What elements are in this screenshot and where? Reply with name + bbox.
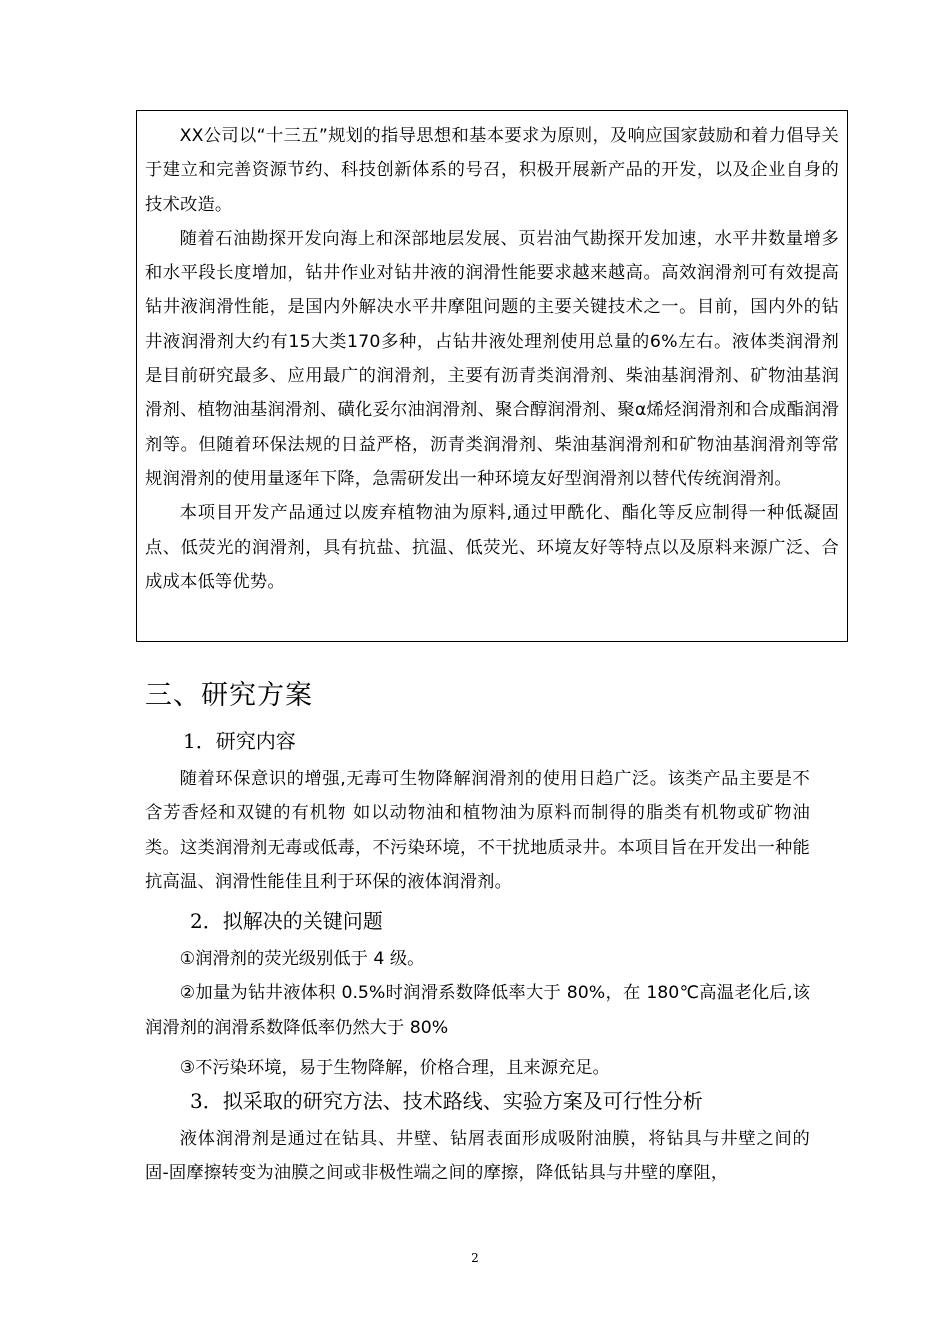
methods-text: 液体润滑剂是通过在钻具、井壁、钻屑表面形成吸附油膜，将钻具与井壁之间的固-固摩擦转变为油膜之间或非极性端之间的摩擦，降低钻具与井壁的摩阻， — [145, 1129, 810, 1184]
subsection-2-heading: 2．拟解决的关键问题 — [190, 909, 383, 933]
section-3-heading: 三、研究方案 — [145, 680, 313, 711]
key-problems-list — [145, 942, 810, 1085]
key-problem-2: ②加量为钻井液体积 0.5%时润滑系数降低率大于 80%，在 180℃高温老化后,该润滑剂的润滑系数降低率仍然大于 80% — [145, 983, 810, 1038]
research-content-text: 随着环保意识的增强,无毒可生物降解润滑剂的使用日趋广泛。该类产品主要是不含芳香烃和双键的有机物 如以动物油和植物油为原料而制得的脂类有机物或矿物油类。这类润滑剂无毒或低毒，不污染环境，不干扰地质录井。本项目旨在开发出一种能抗高温、润滑性能佳且利于环保的液体润滑剂。 — [145, 769, 810, 892]
background-text-box — [136, 110, 848, 642]
paragraph-company-policy: XX公司以“十三五”规划的指导思想和基本要求为原则，及响应国家鼓励和着力倡导关于建立和完善资源节约、科技创新体系的号召，积极开展新产品的开发，以及企业自身的技术改造。 — [145, 126, 839, 215]
subsection-1-heading: 1．研究内容 — [183, 729, 296, 753]
paragraph-lubricant-background: 随着石油勘探开发向海上和深部地层发展、页岩油气勘探开发加速，水平井数量增多和水平段长度增加，钻井作业对钻井液的润滑性能要求越来越高。高效润滑剂可有效提高钻井液润滑性能，是国内外解决水平井摩阻问题的主要关键技术之一。目前，国内外的钻井液润滑剂大约有15大类170多种，占钻井液处理剂使用总量的6%左右。液体类润滑剂是目前研究最多、应用最广的润滑剂，主要有沥青类润滑剂、柴油基润滑剂、矿物油基润滑剂、植物油基润滑剂、磺化妥尔油润滑剂、聚合醇润滑剂、聚α烯烃润滑剂和合成酯润滑剂等。但随着环保法规的日益严格，沥青类润滑剂、柴油基润滑剂和矿物油基润滑剂等常规润滑剂的使用量逐年下降，急需研发出一种环境友好型润滑剂以替代传统润滑剂。 — [145, 228, 839, 489]
key-problem-1: ①润滑剂的荧光级别低于 4 级。 — [179, 949, 425, 969]
key-problem-3: ③不污染环境，易于生物降解，价格合理，且来源充足。 — [179, 1057, 610, 1078]
page-number: 2 — [471, 1251, 479, 1265]
subsection-1-body — [145, 762, 810, 899]
subsection-3-body — [145, 1122, 810, 1191]
subsection-3-heading: 3．拟采取的研究方法、技术路线、实验方案及可行性分析 — [190, 1089, 703, 1113]
background-text — [145, 119, 839, 599]
paragraph-project-summary: 本项目开发产品通过以废弃植物油为原料,通过甲酰化、酯化等反应制得一种低凝固点、低荧光的润滑剂，具有抗盐、抗温、低荧光、环境友好等特点以及原料来源广泛、合成成本低等优势。 — [145, 503, 839, 592]
